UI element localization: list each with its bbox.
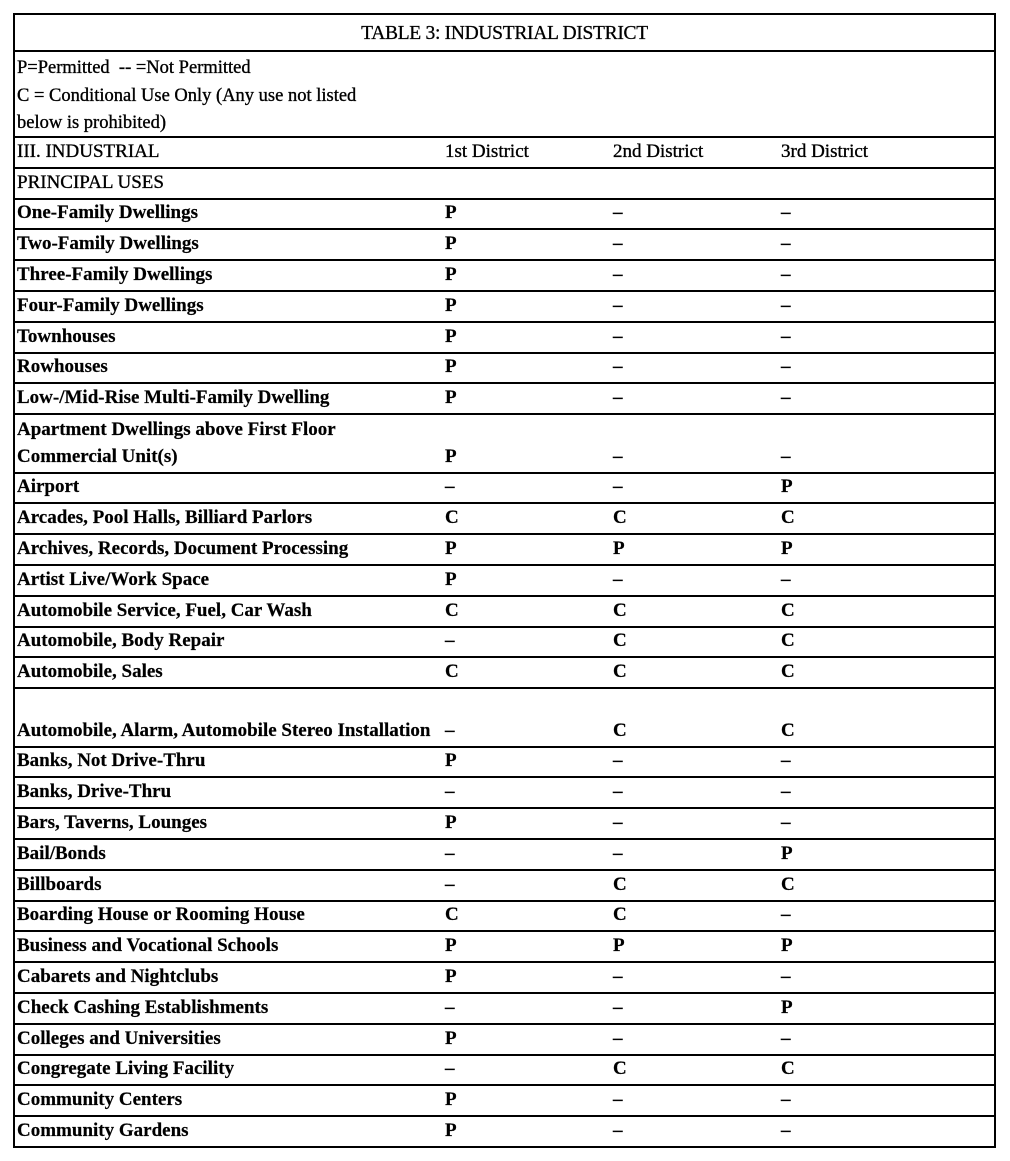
district-3-cell: – bbox=[781, 325, 791, 347]
district-1-cell: P bbox=[445, 1027, 457, 1049]
district-3-cell: – bbox=[781, 568, 791, 590]
district-1-cell: P bbox=[445, 1119, 457, 1141]
district-3-cell: – bbox=[781, 202, 791, 224]
district-2-cell: – bbox=[613, 202, 623, 224]
use-cell: Three-Family Dwellings bbox=[17, 263, 213, 285]
table-row bbox=[15, 1025, 994, 1056]
header-district-2: 2nd District bbox=[613, 140, 704, 162]
table-row bbox=[15, 597, 994, 628]
district-3-cell: – bbox=[781, 781, 791, 803]
district-3-cell: – bbox=[781, 356, 791, 378]
table-row bbox=[15, 628, 994, 659]
use-cell: Congregate Living Facility bbox=[17, 1058, 235, 1080]
district-1-cell: – bbox=[445, 996, 455, 1018]
district-1-cell: P bbox=[445, 750, 457, 772]
district-2-cell: – bbox=[613, 294, 623, 316]
legend-row bbox=[15, 52, 994, 138]
table-row bbox=[15, 354, 994, 385]
legend-line: C = Conditional Use Only (Any use not listed bbox=[17, 85, 357, 106]
district-3-cell: C bbox=[781, 719, 795, 741]
table-row bbox=[15, 292, 994, 323]
district-2-cell: – bbox=[613, 750, 623, 772]
table-row bbox=[15, 535, 994, 566]
use-cell: Arcades, Pool Halls, Billiard Parlors bbox=[17, 507, 313, 529]
district-3-cell: – bbox=[781, 263, 791, 285]
district-2-cell: – bbox=[613, 781, 623, 803]
use-cell: Rowhouses bbox=[17, 356, 108, 378]
district-1-cell: – bbox=[445, 719, 455, 741]
use-cell: One-Family Dwellings bbox=[17, 202, 199, 224]
district-2-cell: C bbox=[613, 873, 627, 895]
district-1-cell: C bbox=[445, 904, 459, 926]
table-row bbox=[15, 748, 994, 779]
district-2-cell: C bbox=[613, 1058, 627, 1080]
use-cell: Bail/Bonds bbox=[17, 842, 106, 864]
table-row bbox=[15, 566, 994, 597]
table-row bbox=[15, 689, 994, 747]
table-row bbox=[15, 994, 994, 1025]
district-3-cell: – bbox=[781, 1119, 791, 1141]
district-3-cell: P bbox=[781, 842, 793, 864]
district-1-cell: P bbox=[445, 387, 457, 409]
district-1-cell: – bbox=[445, 781, 455, 803]
district-1-cell: – bbox=[445, 630, 455, 652]
district-1-cell: P bbox=[445, 356, 457, 378]
district-2-cell: P bbox=[613, 537, 625, 559]
district-3-cell: – bbox=[781, 965, 791, 987]
district-2-cell: C bbox=[613, 630, 627, 652]
district-1-cell: P bbox=[445, 568, 457, 590]
district-2-cell: – bbox=[613, 811, 623, 833]
district-2-cell: – bbox=[613, 387, 623, 409]
district-3-cell: – bbox=[781, 445, 791, 467]
district-1-cell: P bbox=[445, 202, 457, 224]
district-3-cell: C bbox=[781, 630, 795, 652]
district-1-cell: – bbox=[445, 873, 455, 895]
district-3-cell: – bbox=[781, 811, 791, 833]
legend bbox=[17, 55, 437, 138]
use-cell: Community Gardens bbox=[17, 1119, 189, 1141]
column-header-row bbox=[15, 138, 994, 169]
district-2-cell: – bbox=[613, 476, 623, 498]
district-2-cell: – bbox=[613, 965, 623, 987]
district-2-cell: – bbox=[613, 445, 623, 467]
use-cell: Automobile, Alarm, Automobile Stereo Installation bbox=[17, 719, 431, 741]
table-row bbox=[15, 323, 994, 354]
district-1-cell: P bbox=[445, 811, 457, 833]
district-1-cell: – bbox=[445, 1058, 455, 1080]
table-row bbox=[15, 230, 994, 261]
district-1-cell: P bbox=[445, 445, 457, 467]
district-3-cell: C bbox=[781, 507, 795, 529]
district-1-cell: P bbox=[445, 537, 457, 559]
use-cell: Low-/Mid-Rise Multi-Family Dwelling bbox=[17, 387, 330, 409]
district-3-cell: P bbox=[781, 996, 793, 1018]
district-1-cell: P bbox=[445, 325, 457, 347]
use-cell: Bars, Taverns, Lounges bbox=[17, 811, 208, 833]
table-row bbox=[15, 261, 994, 292]
district-2-cell: C bbox=[613, 661, 627, 683]
district-2-cell: – bbox=[613, 1027, 623, 1049]
table-row bbox=[15, 1086, 994, 1117]
table-row bbox=[15, 902, 994, 933]
district-2-cell: – bbox=[613, 1119, 623, 1141]
district-3-cell: C bbox=[781, 1058, 795, 1080]
use-cell: Automobile Service, Fuel, Car Wash bbox=[17, 599, 312, 621]
district-2-cell: – bbox=[613, 325, 623, 347]
section-label: PRINCIPAL USES bbox=[17, 171, 164, 193]
district-1-cell: P bbox=[445, 1089, 457, 1111]
table-row bbox=[15, 809, 994, 840]
district-3-cell: P bbox=[781, 476, 793, 498]
table-row bbox=[15, 658, 994, 689]
use-cell: Artist Live/Work Space bbox=[17, 568, 210, 590]
use-cell: Airport bbox=[17, 476, 80, 498]
district-2-cell: – bbox=[613, 1089, 623, 1111]
table-row bbox=[15, 384, 994, 415]
district-3-cell: C bbox=[781, 873, 795, 895]
district-3-cell: – bbox=[781, 387, 791, 409]
use-cell: Banks, Not Drive-Thru bbox=[17, 750, 206, 772]
district-1-cell: C bbox=[445, 661, 459, 683]
use-cell: Colleges and Universities bbox=[17, 1027, 221, 1049]
use-cell: Billboards bbox=[17, 873, 102, 895]
district-1-cell: C bbox=[445, 507, 459, 529]
district-3-cell: – bbox=[781, 294, 791, 316]
use-cell: Automobile, Sales bbox=[17, 661, 163, 683]
section-row bbox=[15, 169, 994, 200]
district-2-cell: – bbox=[613, 568, 623, 590]
use-cell: Two-Family Dwellings bbox=[17, 233, 199, 255]
table-row bbox=[15, 932, 994, 963]
use-cell: Automobile, Body Repair bbox=[17, 630, 225, 652]
table-row bbox=[15, 415, 994, 473]
district-3-cell: C bbox=[781, 599, 795, 621]
district-3-cell: – bbox=[781, 1089, 791, 1111]
district-3-cell: – bbox=[781, 750, 791, 772]
use-cell: Townhouses bbox=[17, 325, 116, 347]
district-2-cell: C bbox=[613, 719, 627, 741]
table-row bbox=[15, 504, 994, 535]
header-category: III. INDUSTRIAL bbox=[17, 140, 160, 162]
district-1-cell: – bbox=[445, 476, 455, 498]
table-row bbox=[15, 474, 994, 505]
district-2-cell: – bbox=[613, 842, 623, 864]
use-cell: Apartment Dwellings above First Floor Commercial Unit(s) bbox=[17, 418, 336, 467]
district-2-cell: C bbox=[613, 507, 627, 529]
use-cell: Cabarets and Nightclubs bbox=[17, 965, 219, 987]
header-district-3: 3rd District bbox=[781, 140, 869, 162]
use-cell: Boarding House or Rooming House bbox=[17, 904, 305, 926]
table-row bbox=[15, 200, 994, 231]
use-cell: Business and Vocational Schools bbox=[17, 935, 279, 957]
district-2-cell: C bbox=[613, 904, 627, 926]
use-cell: Banks, Drive-Thru bbox=[17, 781, 172, 803]
district-3-cell: – bbox=[781, 1027, 791, 1049]
legend-line: below is prohibited) bbox=[17, 113, 167, 133]
table-row bbox=[15, 1117, 994, 1148]
use-cell: Archives, Records, Document Processing bbox=[17, 537, 349, 559]
district-3-cell: C bbox=[781, 661, 795, 683]
district-2-cell: – bbox=[613, 233, 623, 255]
district-1-cell: P bbox=[445, 935, 457, 957]
use-cell: Community Centers bbox=[17, 1089, 183, 1111]
table-row bbox=[15, 871, 994, 902]
district-1-cell: – bbox=[445, 842, 455, 864]
table-row bbox=[15, 778, 994, 809]
district-2-cell: – bbox=[613, 263, 623, 285]
table-title: TABLE 3: INDUSTRIAL DISTRICT bbox=[361, 23, 648, 44]
district-2-cell: P bbox=[613, 935, 625, 957]
table-row bbox=[15, 963, 994, 994]
district-1-cell: C bbox=[445, 599, 459, 621]
use-cell: Check Cashing Establishments bbox=[17, 996, 269, 1018]
table-row bbox=[15, 1056, 994, 1087]
district-2-cell: – bbox=[613, 356, 623, 378]
district-2-cell: C bbox=[613, 599, 627, 621]
table-title-row bbox=[15, 15, 994, 52]
district-2-cell: – bbox=[613, 996, 623, 1018]
table-row bbox=[15, 840, 994, 871]
district-3-cell: – bbox=[781, 233, 791, 255]
table-body bbox=[15, 200, 994, 1148]
district-1-cell: P bbox=[445, 263, 457, 285]
header-district-1: 1st District bbox=[445, 140, 529, 162]
use-cell: Four-Family Dwellings bbox=[17, 294, 204, 316]
district-3-cell: P bbox=[781, 537, 793, 559]
district-3-cell: – bbox=[781, 904, 791, 926]
district-3-cell: P bbox=[781, 935, 793, 957]
district-1-cell: P bbox=[445, 965, 457, 987]
district-1-cell: P bbox=[445, 294, 457, 316]
district-1-cell: P bbox=[445, 233, 457, 255]
zoning-table bbox=[13, 13, 996, 1148]
legend-line: P=Permitted -- =Not Permitted bbox=[17, 58, 251, 78]
